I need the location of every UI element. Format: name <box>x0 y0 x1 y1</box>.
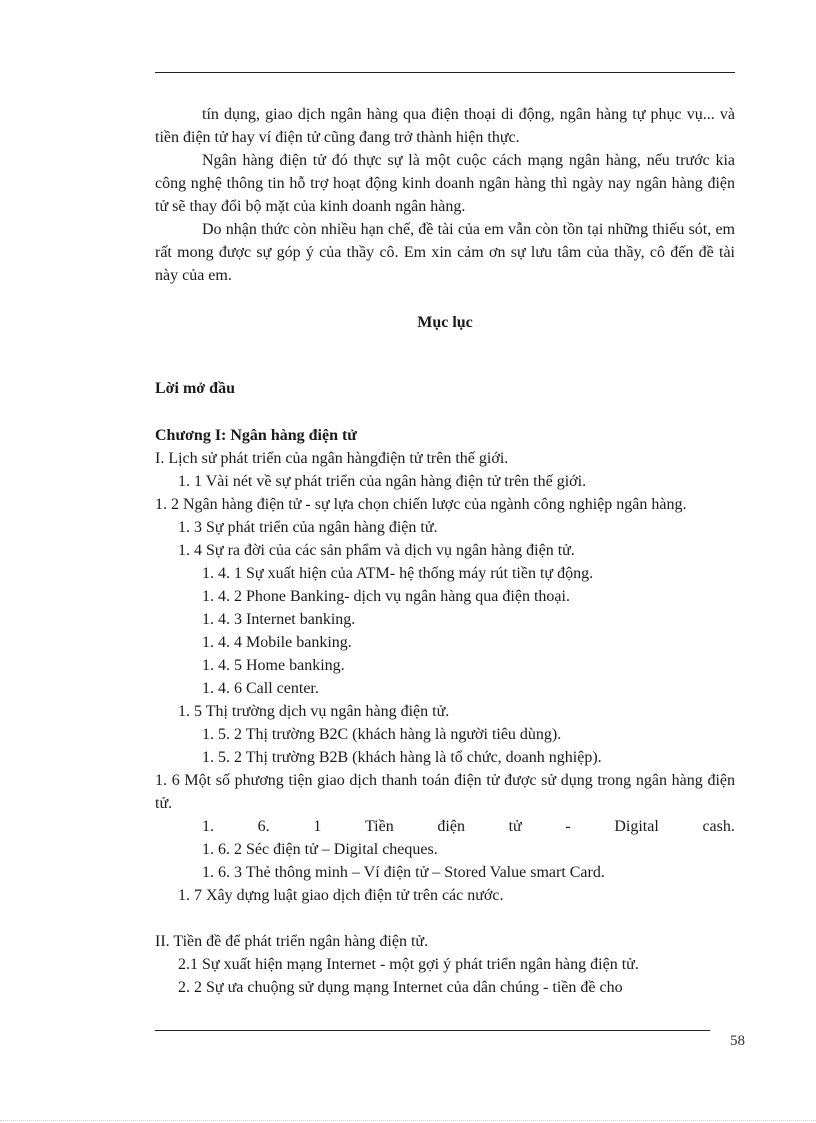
header-rule <box>155 72 735 73</box>
toc-1-6-1-part: 1 <box>313 818 322 835</box>
toc-item-1-4-1: 1. 4. 1 Sự xuất hiện của ATM- hệ thống máy rút tiền tự động. <box>202 565 594 582</box>
toc-1-6-1-part: Digital <box>614 818 659 835</box>
toc-item-1-4-3: 1. 4. 3 Internet banking. <box>202 611 356 628</box>
toc-1-6-1-part: cash. <box>702 818 735 835</box>
toc-item-1-4-2: 1. 4. 2 Phone Banking- dịch vụ ngân hàng qua điện thoại. <box>202 588 570 605</box>
toc-item-1-4-5: 1. 4. 5 Home banking. <box>202 657 345 674</box>
toc-item-1-6-1 <box>155 815 735 838</box>
toc-item-1-5-2-b2b: 1. 5. 2 Thị trường B2B (khách hàng là tổ chức, doanh nghiệp). <box>202 749 602 766</box>
intro-paragraph-3: Do nhận thức còn nhiều hạn chế, đề tài của em vẫn còn tồn tại những thiếu sót, em rất mong được sự góp ý của thầy cô. Em xin cảm ơn sự lưu tâm của thầy, cô đến đề tài này của em. <box>155 221 735 284</box>
toc-1-6-1-part: - <box>565 818 571 835</box>
toc-item-1-5-2-b2c: 1. 5. 2 Thị trường B2C (khách hàng là người tiêu dùng). <box>202 726 562 743</box>
table-of-contents <box>155 447 735 999</box>
toc-section-II: II. Tiền đề để phát triển ngân hàng điện tử. <box>155 933 429 950</box>
toc-item-1-6: 1. 6 Một số phương tiện giao dịch thanh toán điện tử được sử dụng trong ngân hàng điện tử. <box>155 772 735 812</box>
footer-rule <box>155 1030 710 1031</box>
toc-item-1-7: 1. 7 Xây dựng luật giao dịch điện tử trên các nước. <box>178 887 504 904</box>
toc-item-1-2: 1. 2 Ngân hàng điện tử - sự lựa chọn chiến lược của ngành công nghiệp ngân hàng. <box>155 496 687 513</box>
toc-1-6-1-part: điện <box>437 818 465 835</box>
toc-1-6-1-part: Tiền <box>364 818 394 835</box>
page-number: 58 <box>730 1033 745 1049</box>
chapter-1-heading: Chương I: Ngân hàng điện tử <box>155 427 357 444</box>
toc-item-1-4: 1. 4 Sự ra đời của các sản phẩm và dịch vụ ngân hàng điện tử. <box>178 542 575 559</box>
toc-item-2-2: 2. 2 Sự ưa chuộng sử dụng mạng Internet của dân chúng - tiền đề cho <box>178 979 623 996</box>
toc-1-6-1-part: tử <box>508 818 522 835</box>
intro-paragraph-2: Ngân hàng điện tử đó thực sự là một cuộc cách mạng ngân hàng, nếu trước kia công nghệ thông tin hỗ trợ hoạt động kinh doanh ngân hàng thì ngày nay ngân hàng điện tử sẽ thay đổi bộ mặt của kinh doanh ngân hàng. <box>155 152 735 215</box>
toc-item-1-6-3: 1. 6. 3 Thẻ thông minh – Ví điện tử – Stored Value smart Card. <box>202 864 605 881</box>
toc-item-1-1: 1. 1 Vài nét về sự phát triển của ngân hàng điện tử trên thế giới. <box>178 473 587 490</box>
intro-paragraph-1: tín dụng, giao dịch ngân hàng qua điện thoại di động, ngân hàng tự phục vụ... và tiền điện tử hay ví điện tử cũng đang trở thành hiện thực. <box>155 106 735 146</box>
toc-1-6-1-part: 1. <box>202 818 214 835</box>
toc-item-1-4-4: 1. 4. 4 Mobile banking. <box>202 634 352 651</box>
toc-section-I: I. Lịch sử phát triển của ngân hàngđiện tử trên thế giới. <box>155 450 509 467</box>
toc-item-2-1: 2.1 Sự xuất hiện mạng Internet - một gợi ý phát triển ngân hàng điện tử. <box>178 956 639 973</box>
page-body <box>155 103 735 996</box>
toc-item-1-6-2: 1. 6. 2 Séc điện tử – Digital cheques. <box>202 841 438 858</box>
preface-heading: Lời mở đầu <box>155 380 235 397</box>
toc-title: Mục lục <box>417 314 473 331</box>
toc-item-1-4-6: 1. 4. 6 Call center. <box>202 680 319 697</box>
spacer <box>155 907 735 930</box>
toc-1-6-1-part: 6. <box>257 818 270 835</box>
toc-item-1-3: 1. 3 Sự phát triển của ngân hàng điện tử. <box>178 519 438 536</box>
toc-item-1-5: 1. 5 Thị trường dịch vụ ngân hàng điện tử. <box>178 703 450 720</box>
page-edge <box>0 1120 816 1121</box>
